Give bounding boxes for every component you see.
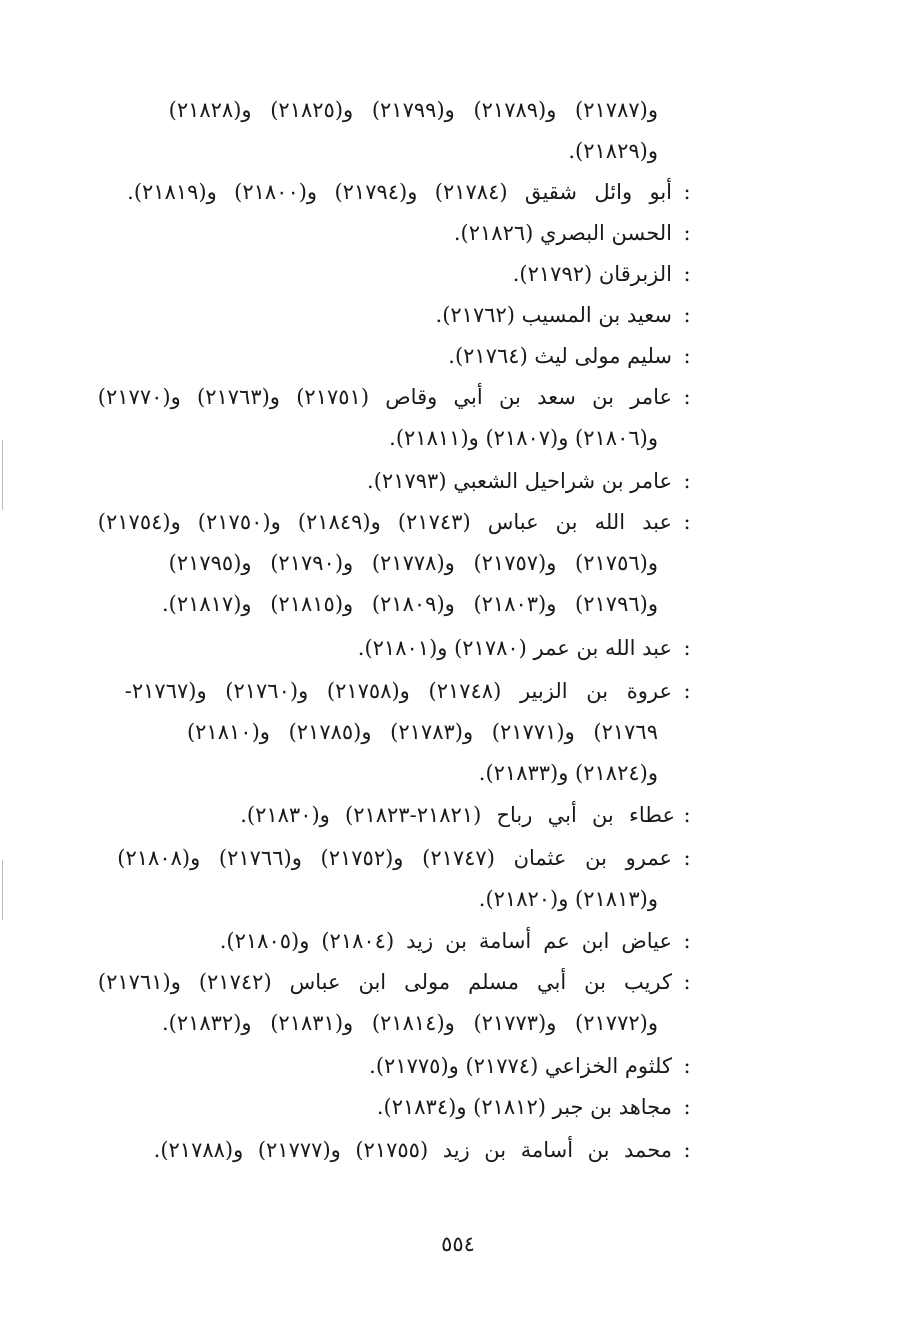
index-entry-line: عامر بن سعد بن أبي وقاص (٢١٧٥١) و(٢١٧٦٣) و(٢١٧٧٠) — [97, 385, 672, 409]
index-entry-line: عياض ابن عم أسامة بن زيد (٢١٨٠٤) و(٢١٨٠٥). — [219, 929, 672, 953]
entry-colon: : — [683, 929, 691, 953]
page-number: ٥٥٤ — [441, 1232, 475, 1256]
index-entry-line: و(٢١٨٠٦) و(٢١٨٠٧) و(٢١٨١١). — [389, 426, 658, 450]
index-entry-line: عروة بن الزبير (٢١٧٤٨) و(٢١٧٥٨) و(٢١٧٦٠) و(٢١٧٦٧- — [124, 679, 672, 703]
entry-colon: : — [683, 1138, 691, 1162]
index-entry-line: عبد الله بن عمر (٢١٧٨٠) و(٢١٨٠١). — [357, 636, 672, 660]
index-entry-line: و(٢١٨١٣) و(٢١٨٢٠). — [478, 887, 658, 911]
entry-colon: : — [683, 221, 691, 245]
entry-colon: : — [683, 803, 691, 827]
index-entry-line: كلثوم الخزاعي (٢١٧٧٤) و(٢١٧٧٥). — [369, 1054, 672, 1078]
index-entry-line: و(٢١٧٨٧) و(٢١٧٨٩) و(٢١٧٩٩) و(٢١٨٢٥) و(٢١٨٢٨) — [168, 98, 658, 122]
entry-colon: : — [683, 469, 691, 493]
index-entry-line: مجاهد بن جبر (٢١٨١٢) و(٢١٨٣٤). — [376, 1095, 672, 1119]
index-entry-line: عمرو بن عثمان (٢١٧٤٧) و(٢١٧٥٢) و(٢١٧٦٦) و(٢١٨٠٨) — [117, 846, 672, 870]
index-entry-line: و(٢١٨٢٤) و(٢١٨٣٣). — [478, 761, 658, 785]
entry-colon: : — [683, 636, 691, 660]
index-entry-line: الحسن البصري (٢١٨٢٦). — [453, 221, 672, 245]
entry-colon: : — [683, 385, 691, 409]
index-entry-line: ٢١٧٦٩) و(٢١٧٧١) و(٢١٧٨٣) و(٢١٧٨٥) و(٢١٨١٠) — [186, 720, 658, 744]
index-entry-line: و(٢١٨٢٩). — [568, 139, 658, 163]
index-entry-line: عامر بن شراحيل الشعبي (٢١٧٩٣). — [367, 469, 672, 493]
index-entry-line: عبد الله بن عباس (٢١٧٤٣) و(٢١٨٤٩) و(٢١٧٥٠) و(٢١٧٥٤) — [97, 510, 672, 534]
page-edge-mark — [2, 860, 3, 920]
index-entry-line: سليم مولى ليث (٢١٧٦٤). — [448, 344, 672, 368]
entry-colon: : — [683, 262, 691, 286]
index-entry-line: الزبرقان (٢١٧٩٢). — [512, 262, 672, 286]
index-entry-line: كريب بن أبي مسلم مولى ابن عباس (٢١٧٤٢) و(٢١٧٦١) — [97, 970, 672, 994]
entry-colon: : — [683, 344, 691, 368]
entry-colon: : — [683, 970, 691, 994]
index-entry-line: سعيد بن المسيب (٢١٧٦٢). — [435, 303, 672, 327]
index-entry-line: محمد بن أسامة بن زيد (٢١٧٥٥) و(٢١٧٧٧) و(٢١٧٨٨). — [153, 1138, 672, 1162]
entry-colon: : — [683, 510, 691, 534]
entry-colon: : — [683, 679, 691, 703]
entry-colon: : — [683, 180, 691, 204]
entry-colon: : — [683, 846, 691, 870]
index-entry-line: عطاء بن أبي رباح (٢١٨٢١-٢١٨٢٣) و(٢١٨٣٠). — [240, 803, 675, 827]
index-entry-line: أبو وائل شقيق (٢١٧٨٤) و(٢١٧٩٤) و(٢١٨٠٠) و(٢١٨١٩). — [127, 180, 672, 204]
page-edge-mark — [2, 440, 3, 510]
entry-colon: : — [683, 1054, 691, 1078]
index-entry-line: و(٢١٧٧٢) و(٢١٧٧٣) و(٢١٨١٤) و(٢١٨٣١) و(٢١٨٣٢). — [161, 1011, 658, 1035]
entry-colon: : — [683, 1095, 691, 1119]
entry-colon: : — [683, 303, 691, 327]
index-entry-line: و(٢١٧٩٦) و(٢١٨٠٣) و(٢١٨٠٩) و(٢١٨١٥) و(٢١٨١٧). — [161, 592, 658, 616]
index-entry-line: و(٢١٧٥٦) و(٢١٧٥٧) و(٢١٧٧٨) و(٢١٧٩٠) و(٢١٧٩٥) — [168, 551, 658, 575]
